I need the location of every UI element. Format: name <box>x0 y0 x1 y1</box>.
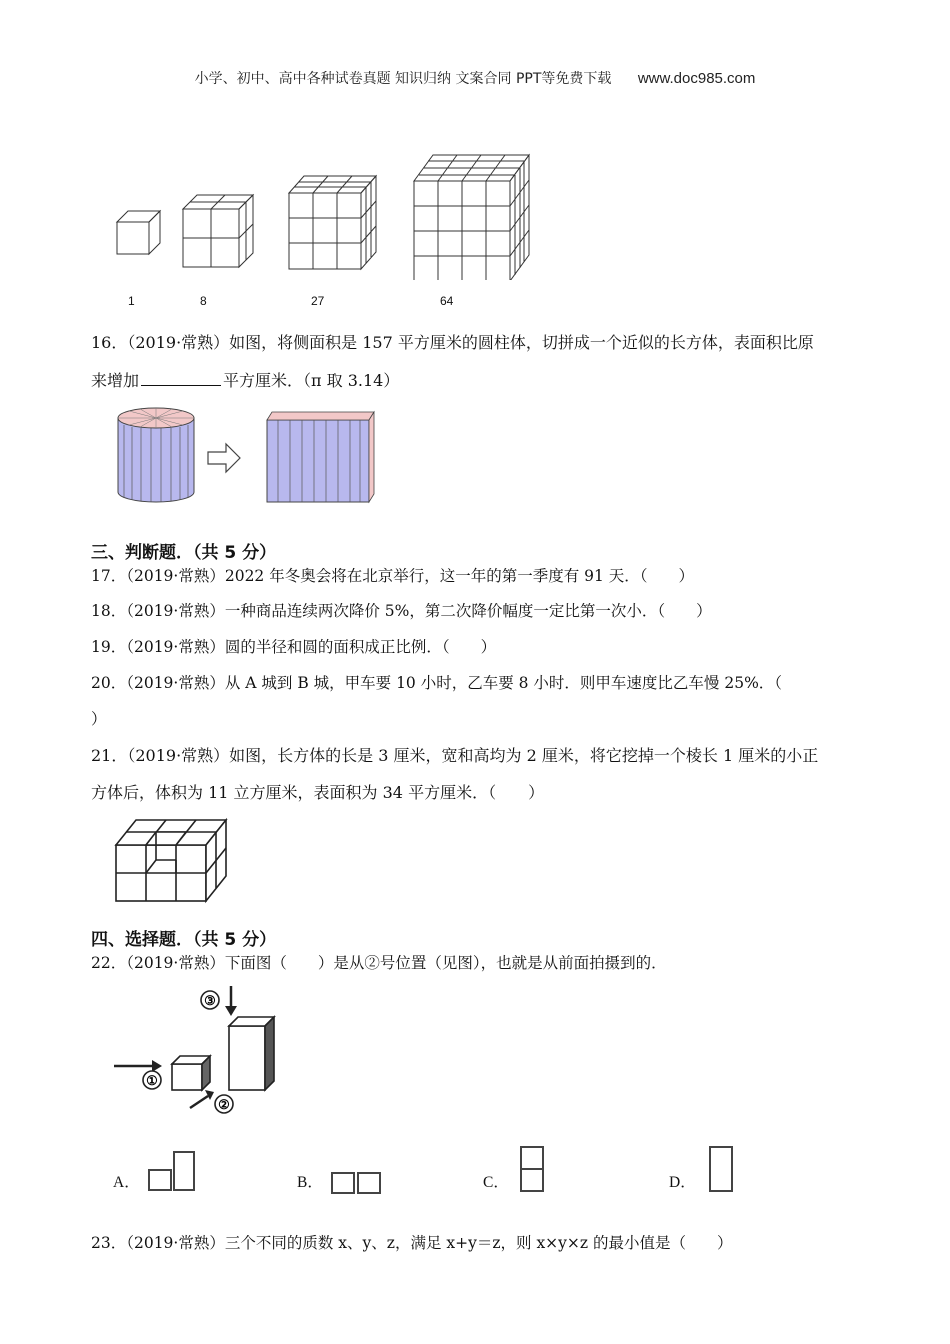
section3-title: 三、判断题．（共 5 分） <box>91 543 277 563</box>
cube-figure <box>100 145 540 280</box>
cube-label-64: 64 <box>440 294 454 308</box>
cube-label-8: 8 <box>200 294 207 308</box>
option-d-label[interactable]: D． <box>669 1174 696 1191</box>
page-header <box>0 68 950 88</box>
q22: 22．（2019·常熟）下面图（ ）是从②号位置（见图），也就是从前面拍摄到的． <box>91 954 667 972</box>
q21-line2: 方体后，体积为 11 立方厘米，表面积为 34 平方厘米．（ ） <box>91 783 545 802</box>
q21-line1: 21．（2019·常熟）如图，长方体的长是 3 厘米，宽和高均为 2 厘米，将它挖掉一个棱长 1 厘米的小正 <box>91 746 819 765</box>
header-site: www.doc985.com <box>637 70 756 87</box>
marker-3: ③ <box>204 994 216 1009</box>
q16-line2a: 来增加 <box>91 371 140 390</box>
q19: 19．（2019·常熟）圆的半径和圆的面积成正比例．（ ） <box>91 638 497 656</box>
option-c-label[interactable]: C． <box>483 1174 509 1191</box>
q20-line2: ） <box>91 710 107 728</box>
section4-title: 四、选择题．（共 5 分） <box>91 930 277 950</box>
q20-line1: 20．（2019·常熟）从 A 城到 B 城，甲车要 10 小时，乙车要 8 小时．则甲车速度比乙车慢 25%．（ <box>91 674 783 692</box>
q16-line1: 16．（2019·常熟）如图，将侧面积是 157 平方厘米的圆柱体，切拼成一个近似的长方体，表面积比原 <box>91 333 814 352</box>
cube-label-27: 27 <box>311 294 325 308</box>
cylinder-to-cuboid-figure <box>110 400 390 510</box>
option-b-label[interactable]: B． <box>297 1174 323 1191</box>
option-c-figure[interactable] <box>518 1145 546 1195</box>
q16-line2b: 平方厘米．（π 取 3.14） <box>223 371 400 390</box>
option-d-figure[interactable] <box>707 1145 735 1195</box>
cube-label-1: 1 <box>128 294 135 308</box>
header-text: 小学、初中、高中各种试卷真题 知识归纳 文案合同 PPT等免费下载 <box>194 71 612 87</box>
q23: 23．（2019·常熟）三个不同的质数 x、y、z，满足 x+y＝z，则 x×y×z 的最小值是（ ） <box>91 1234 733 1252</box>
q17: 17．（2019·常熟）2022 年冬奥会将在北京举行，这一年的第一季度有 91 天．（ ） <box>91 567 695 585</box>
cuboid-with-notch-figure <box>110 812 235 907</box>
camera-positions-figure <box>108 982 288 1117</box>
q18: 18．（2019·常熟）一种商品连续两次降价 5%，第二次降价幅度一定比第一次小．（ ） <box>91 602 712 620</box>
q16-answer-blank <box>141 371 221 386</box>
marker-2: ② <box>218 1098 230 1113</box>
option-a-label[interactable]: A． <box>113 1174 140 1191</box>
q16-line2 <box>91 368 399 391</box>
marker-1: ① <box>146 1074 158 1089</box>
option-a-figure[interactable] <box>146 1150 200 1194</box>
option-b-figure[interactable] <box>329 1170 385 1196</box>
